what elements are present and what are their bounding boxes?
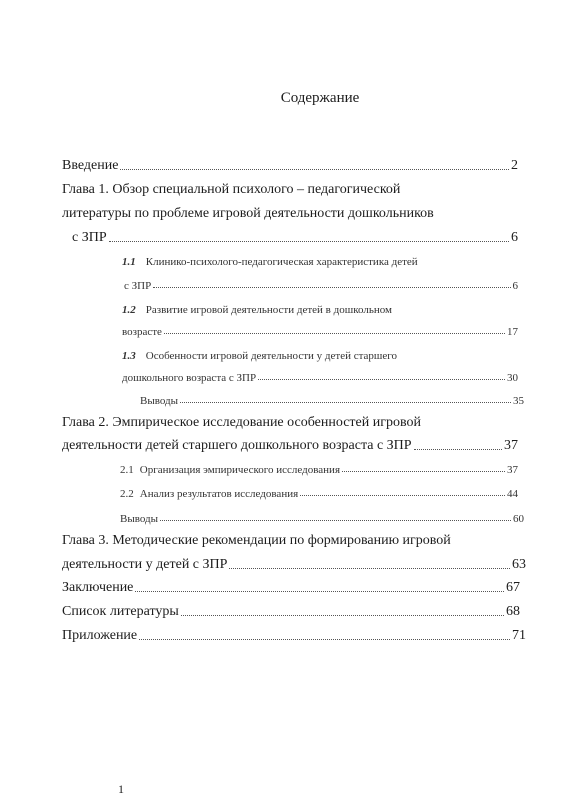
toc-label: возрасте xyxy=(122,326,162,338)
toc-label: Развитие игровой деятельности детей в дошкольном xyxy=(145,304,392,316)
toc-chapter-1-line1 xyxy=(62,182,532,198)
toc-page: 17 xyxy=(507,326,518,338)
dot-leader xyxy=(414,449,502,450)
section-number: 2.1 xyxy=(120,464,134,476)
dot-leader xyxy=(180,402,511,403)
toc-section-1-2-line2 xyxy=(122,326,518,338)
toc-label: Глава 2. Эмпирическое исследование особенностей игровой xyxy=(62,415,421,430)
toc-label: Список литературы xyxy=(62,604,179,619)
section-number: 1.1 xyxy=(122,256,136,268)
toc-page: 71 xyxy=(512,628,526,643)
toc-label: Глава 3. Методические рекомендации по формированию игровой xyxy=(62,533,451,548)
dot-leader xyxy=(300,495,505,496)
toc-page: 6 xyxy=(511,230,518,245)
section-number: 1.3 xyxy=(122,350,136,362)
section-number: 1.2 xyxy=(122,304,136,316)
dot-leader xyxy=(164,333,505,334)
toc-label: дошкольного возраста с ЗПР xyxy=(122,372,257,384)
toc-entry-appendix xyxy=(62,628,526,644)
toc-page: 68 xyxy=(506,604,520,619)
toc-label: Заключение xyxy=(62,580,134,595)
toc-label: Особенности игровой деятельности у детей старшего xyxy=(145,350,398,362)
page-title: Содержание xyxy=(280,90,360,106)
toc-page: 63 xyxy=(512,557,526,572)
toc-label: Приложение xyxy=(62,628,138,643)
toc-label: Организация эмпирического исследования xyxy=(139,464,341,476)
toc-entry-intro xyxy=(62,158,518,174)
toc-section-2-1 xyxy=(120,464,518,476)
toc-label: деятельности у детей с ЗПР xyxy=(62,557,228,572)
toc-label: с ЗПР xyxy=(72,230,107,245)
toc-chapter-3-line2 xyxy=(62,557,526,573)
toc-section-1-2-line1 xyxy=(122,304,518,316)
dot-leader xyxy=(153,287,510,288)
toc-page: 6 xyxy=(512,280,518,292)
toc-page: 37 xyxy=(507,464,518,476)
toc-section-1-1-line2 xyxy=(124,280,518,292)
toc-page: 37 xyxy=(504,438,518,453)
toc-section-1-3-line1 xyxy=(122,350,518,362)
dot-leader xyxy=(120,169,509,170)
toc-chapter-1-line2 xyxy=(62,206,532,222)
toc-section-1-3-line2 xyxy=(122,372,518,384)
dot-leader xyxy=(160,520,511,521)
dot-leader xyxy=(181,615,504,616)
toc-chapter-2-line1 xyxy=(62,415,532,431)
toc-chapter-3-line1 xyxy=(62,533,532,549)
toc-label: Выводы xyxy=(120,513,159,525)
toc-label: деятельности детей старшего дошкольного возраста с ЗПР xyxy=(62,438,412,453)
dot-leader xyxy=(109,241,509,242)
toc-page: 2 xyxy=(511,158,518,173)
dot-leader xyxy=(342,471,505,472)
toc-section-2-2 xyxy=(120,488,518,500)
toc-section-1-1-line1 xyxy=(122,256,518,268)
dot-leader xyxy=(258,379,505,380)
toc-chapter-1-line3 xyxy=(72,230,518,246)
toc-conclusions-1 xyxy=(140,395,524,407)
toc-label: Выводы xyxy=(140,395,179,407)
toc-entry-literature xyxy=(62,604,520,620)
toc-label: Анализ результатов исследования xyxy=(139,488,299,500)
toc-page: 35 xyxy=(513,395,524,407)
toc-conclusions-2 xyxy=(120,513,524,525)
toc-chapter-2-line2 xyxy=(62,438,518,454)
toc-label: Глава 1. Обзор специальной психолого – педагогической xyxy=(62,182,401,197)
toc-label: Клинико-психолого-педагогическая характеристика детей xyxy=(145,256,418,268)
dot-leader xyxy=(135,591,504,592)
page-number: 1 xyxy=(118,782,124,796)
toc-page: 60 xyxy=(513,513,524,525)
toc-page: 67 xyxy=(506,580,520,595)
section-number: 2.2 xyxy=(120,488,134,500)
toc-page: 30 xyxy=(507,372,518,384)
toc-label: Введение xyxy=(62,158,119,173)
toc-page: 44 xyxy=(507,488,518,500)
toc-label: с ЗПР xyxy=(124,280,152,292)
toc-entry-conclusion xyxy=(62,580,520,596)
dot-leader xyxy=(229,568,510,569)
dot-leader xyxy=(139,639,510,640)
toc-label: литературы по проблеме игровой деятельности дошкольников xyxy=(62,206,434,221)
